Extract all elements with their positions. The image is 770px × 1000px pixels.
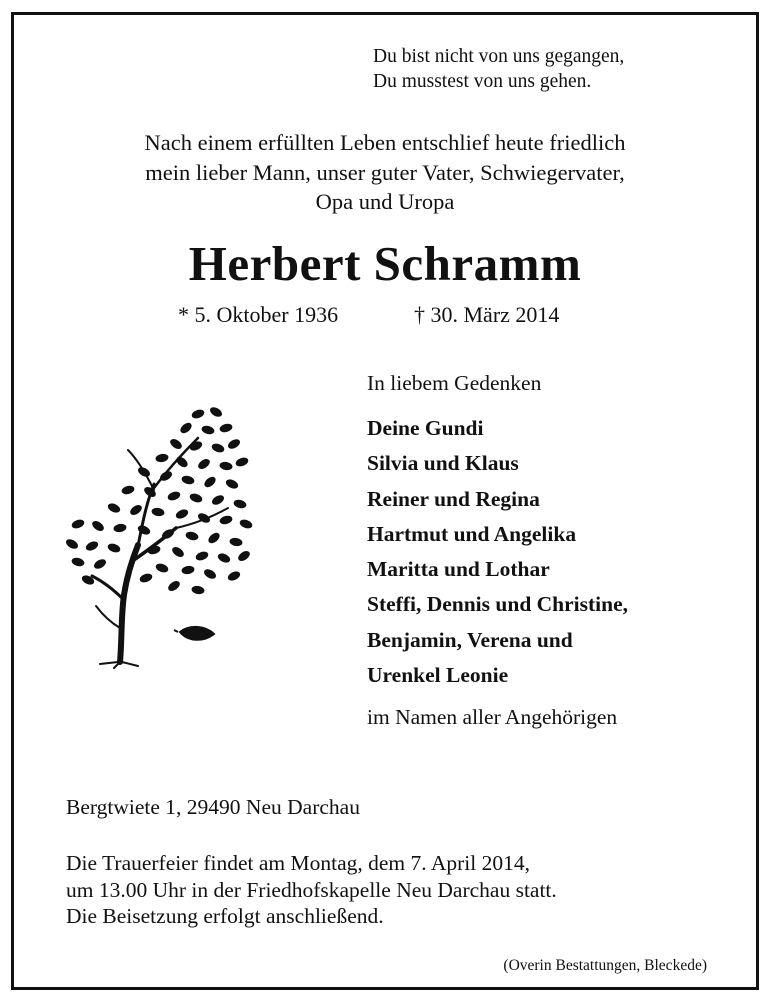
closing-line: im Namen aller Angehörigen	[367, 705, 618, 729]
motto-line: Du musstest von uns gehen.	[373, 71, 592, 92]
mourner-name: Maritta und Lothar	[367, 557, 550, 582]
tree-illustration	[58, 400, 258, 670]
motto	[373, 44, 673, 94]
mourners-list	[367, 411, 747, 693]
undertaker-credit: (Overin Bestattungen, Bleckede)	[503, 957, 707, 974]
greeting: In liebem Gedenken	[367, 371, 542, 395]
death-date: † 30. März 2014	[414, 302, 560, 327]
mourner-name: Benjamin, Verena und	[367, 627, 573, 652]
intro-line: Nach einem erfüllten Leben entschlief heute friedlich	[144, 130, 626, 155]
birth-date: * 5. Oktober 1936	[178, 302, 339, 327]
family-address: Bergtwiete 1, 29490 Neu Darchau	[66, 795, 360, 819]
intro-line: mein lieber Mann, unser guter Vater, Schwiegervater,	[145, 159, 625, 185]
intro-text	[0, 128, 770, 217]
fallen-leaf	[174, 627, 214, 640]
deceased-name: Herbert Schramm	[188, 236, 582, 291]
mourner-name: Silvia und Klaus	[367, 451, 519, 476]
tree-leaves	[65, 406, 253, 595]
mourner-name: Deine Gundi	[367, 416, 484, 440]
mourner-name: Hartmut und Angelika	[367, 521, 577, 546]
mourner-name: Urenkel Leonie	[367, 663, 509, 688]
mourner-name: Steffi, Dennis und Christine,	[367, 592, 629, 617]
motto-line: Du bist nicht von uns gegangen,	[373, 46, 625, 67]
service-line: Die Trauerfeier findet am Montag, dem 7. April 2014,	[66, 851, 530, 875]
funeral-service-info	[66, 850, 706, 930]
service-line: um 13.00 Uhr in der Friedhofskapelle Neu Darchau statt.	[66, 877, 557, 902]
mourner-name: Reiner und Regina	[367, 486, 540, 511]
service-line: Die Beisetzung erfolgt anschließend.	[66, 904, 384, 928]
intro-line: Opa und Uropa	[315, 189, 455, 214]
